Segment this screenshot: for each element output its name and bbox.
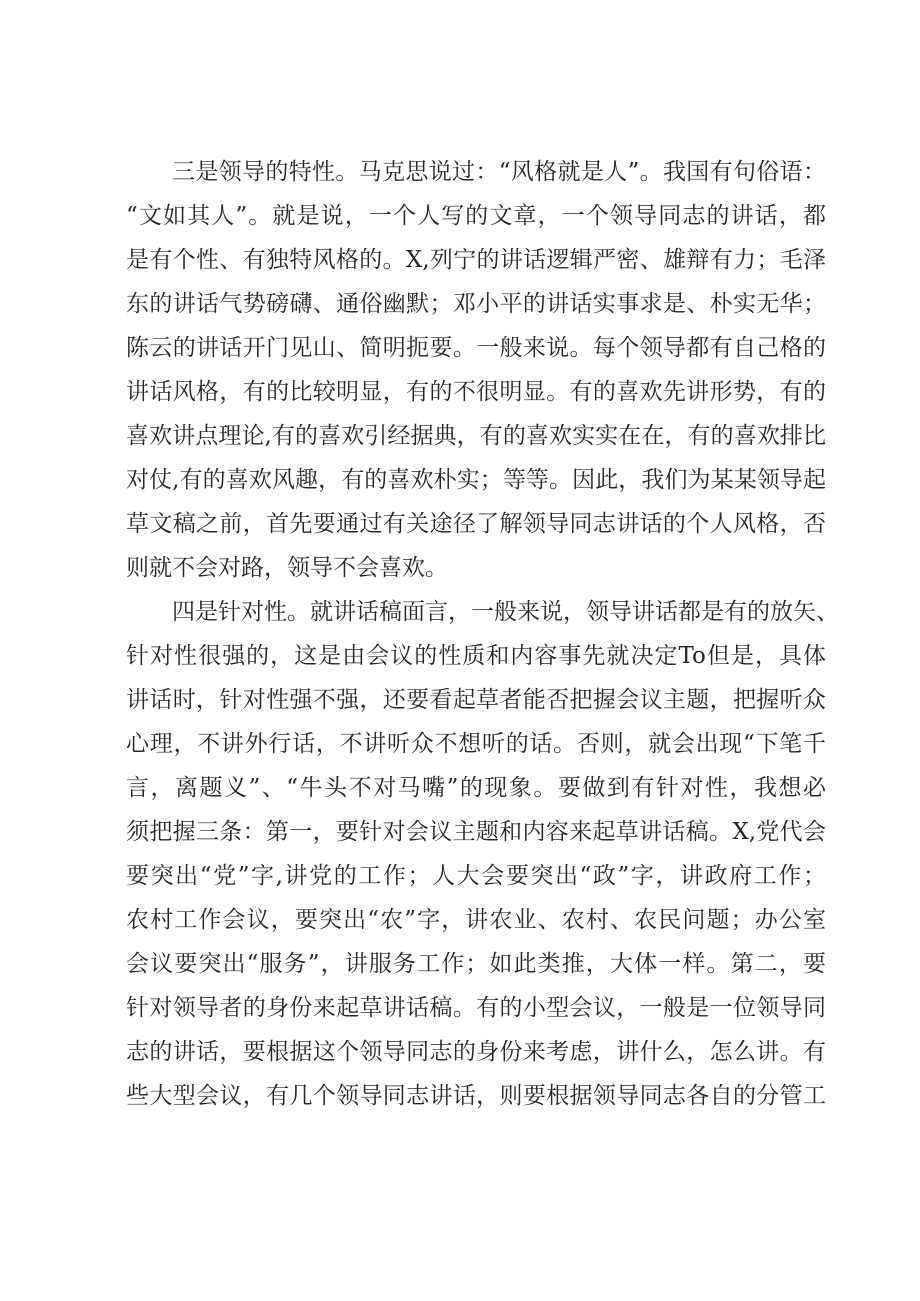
text-line: 心理，不讲外行话，不讲听众不想听的话。否则，就会出现“下笔千 <box>126 731 826 757</box>
text-line: 针对领导者的身份来起草讲话稿。有的小型会议，一般是一位领导同 <box>126 995 826 1021</box>
text-line: 东的讲话气势磅礴、通俗幽默；邓小平的讲话实事求是、朴实无华； <box>126 291 826 317</box>
text-line: 四是针对性。就讲话稿面言，一般来说，领导讲话都是有的放矢、 <box>172 599 839 625</box>
text-line: 三是领导的特性。马克思说过：“风格就是人”。我国有句俗语： <box>172 159 826 185</box>
text-line: 要突出“党”字,讲党的工作；人大会要突出“政”字，讲政府工作； <box>126 863 826 889</box>
text-line: 陈云的讲话开门见山、简明扼要。一般来说。每个领导都有自己格的 <box>126 335 826 361</box>
text-line: 些大型会议，有几个领导同志讲话，则要根据领导同志各自的分管工 <box>126 1083 826 1109</box>
text-line: 讲话风格，有的比较明显，有的不很明显。有的喜欢先讲形势，有的 <box>126 379 826 405</box>
text-line: 农村工作会议，要突出“农”字，讲农业、农村、农民问题；办公室 <box>126 907 826 933</box>
paragraph-leadership-style <box>126 150 826 590</box>
text-line: 言，离题义”、“牛头不对马嘴”的现象。要做到有针对性，我想必 <box>126 775 826 801</box>
text-line: 须把握三条：第一，要针对会议主题和内容来起草讲话稿。X,党代会 <box>126 819 826 845</box>
text-line: 会议要突出“服务”，讲服务工作；如此类推，大体一样。第二，要 <box>126 951 826 977</box>
text-line: 志的讲话，要根据这个领导同志的身份来考虑，讲什么，怎么讲。有 <box>126 1039 826 1065</box>
paragraph-pertinence <box>126 590 839 1118</box>
text-line: 草文稿之前，首先要通过有关途径了解领导同志讲话的个人风格，否 <box>126 511 826 537</box>
text-line: 对仗,有的喜欢风趣，有的喜欢朴实；等等。因此，我们为某某领导起 <box>126 467 826 493</box>
text-line: 是有个性、有独特风格的。X,列宁的讲话逻辑严密、雄辩有力；毛泽 <box>126 247 826 273</box>
text-line: 则就不会对路，领导不会喜欢。 <box>126 555 448 581</box>
text-line: 喜欢讲点理论,有的喜欢引经据典，有的喜欢实实在在，有的喜欢排比 <box>126 423 826 449</box>
text-line: 讲话时，针对性强不强，还要看起草者能否把握会议主题，把握听众 <box>126 687 826 713</box>
body-text <box>126 150 839 1118</box>
text-line: 针对性很强的，这是由会议的性质和内容事先就决定To但是，具体 <box>126 643 826 669</box>
text-line: “文如其人”。就是说，一个人写的文章，一个领导同志的讲话，都 <box>126 203 826 229</box>
